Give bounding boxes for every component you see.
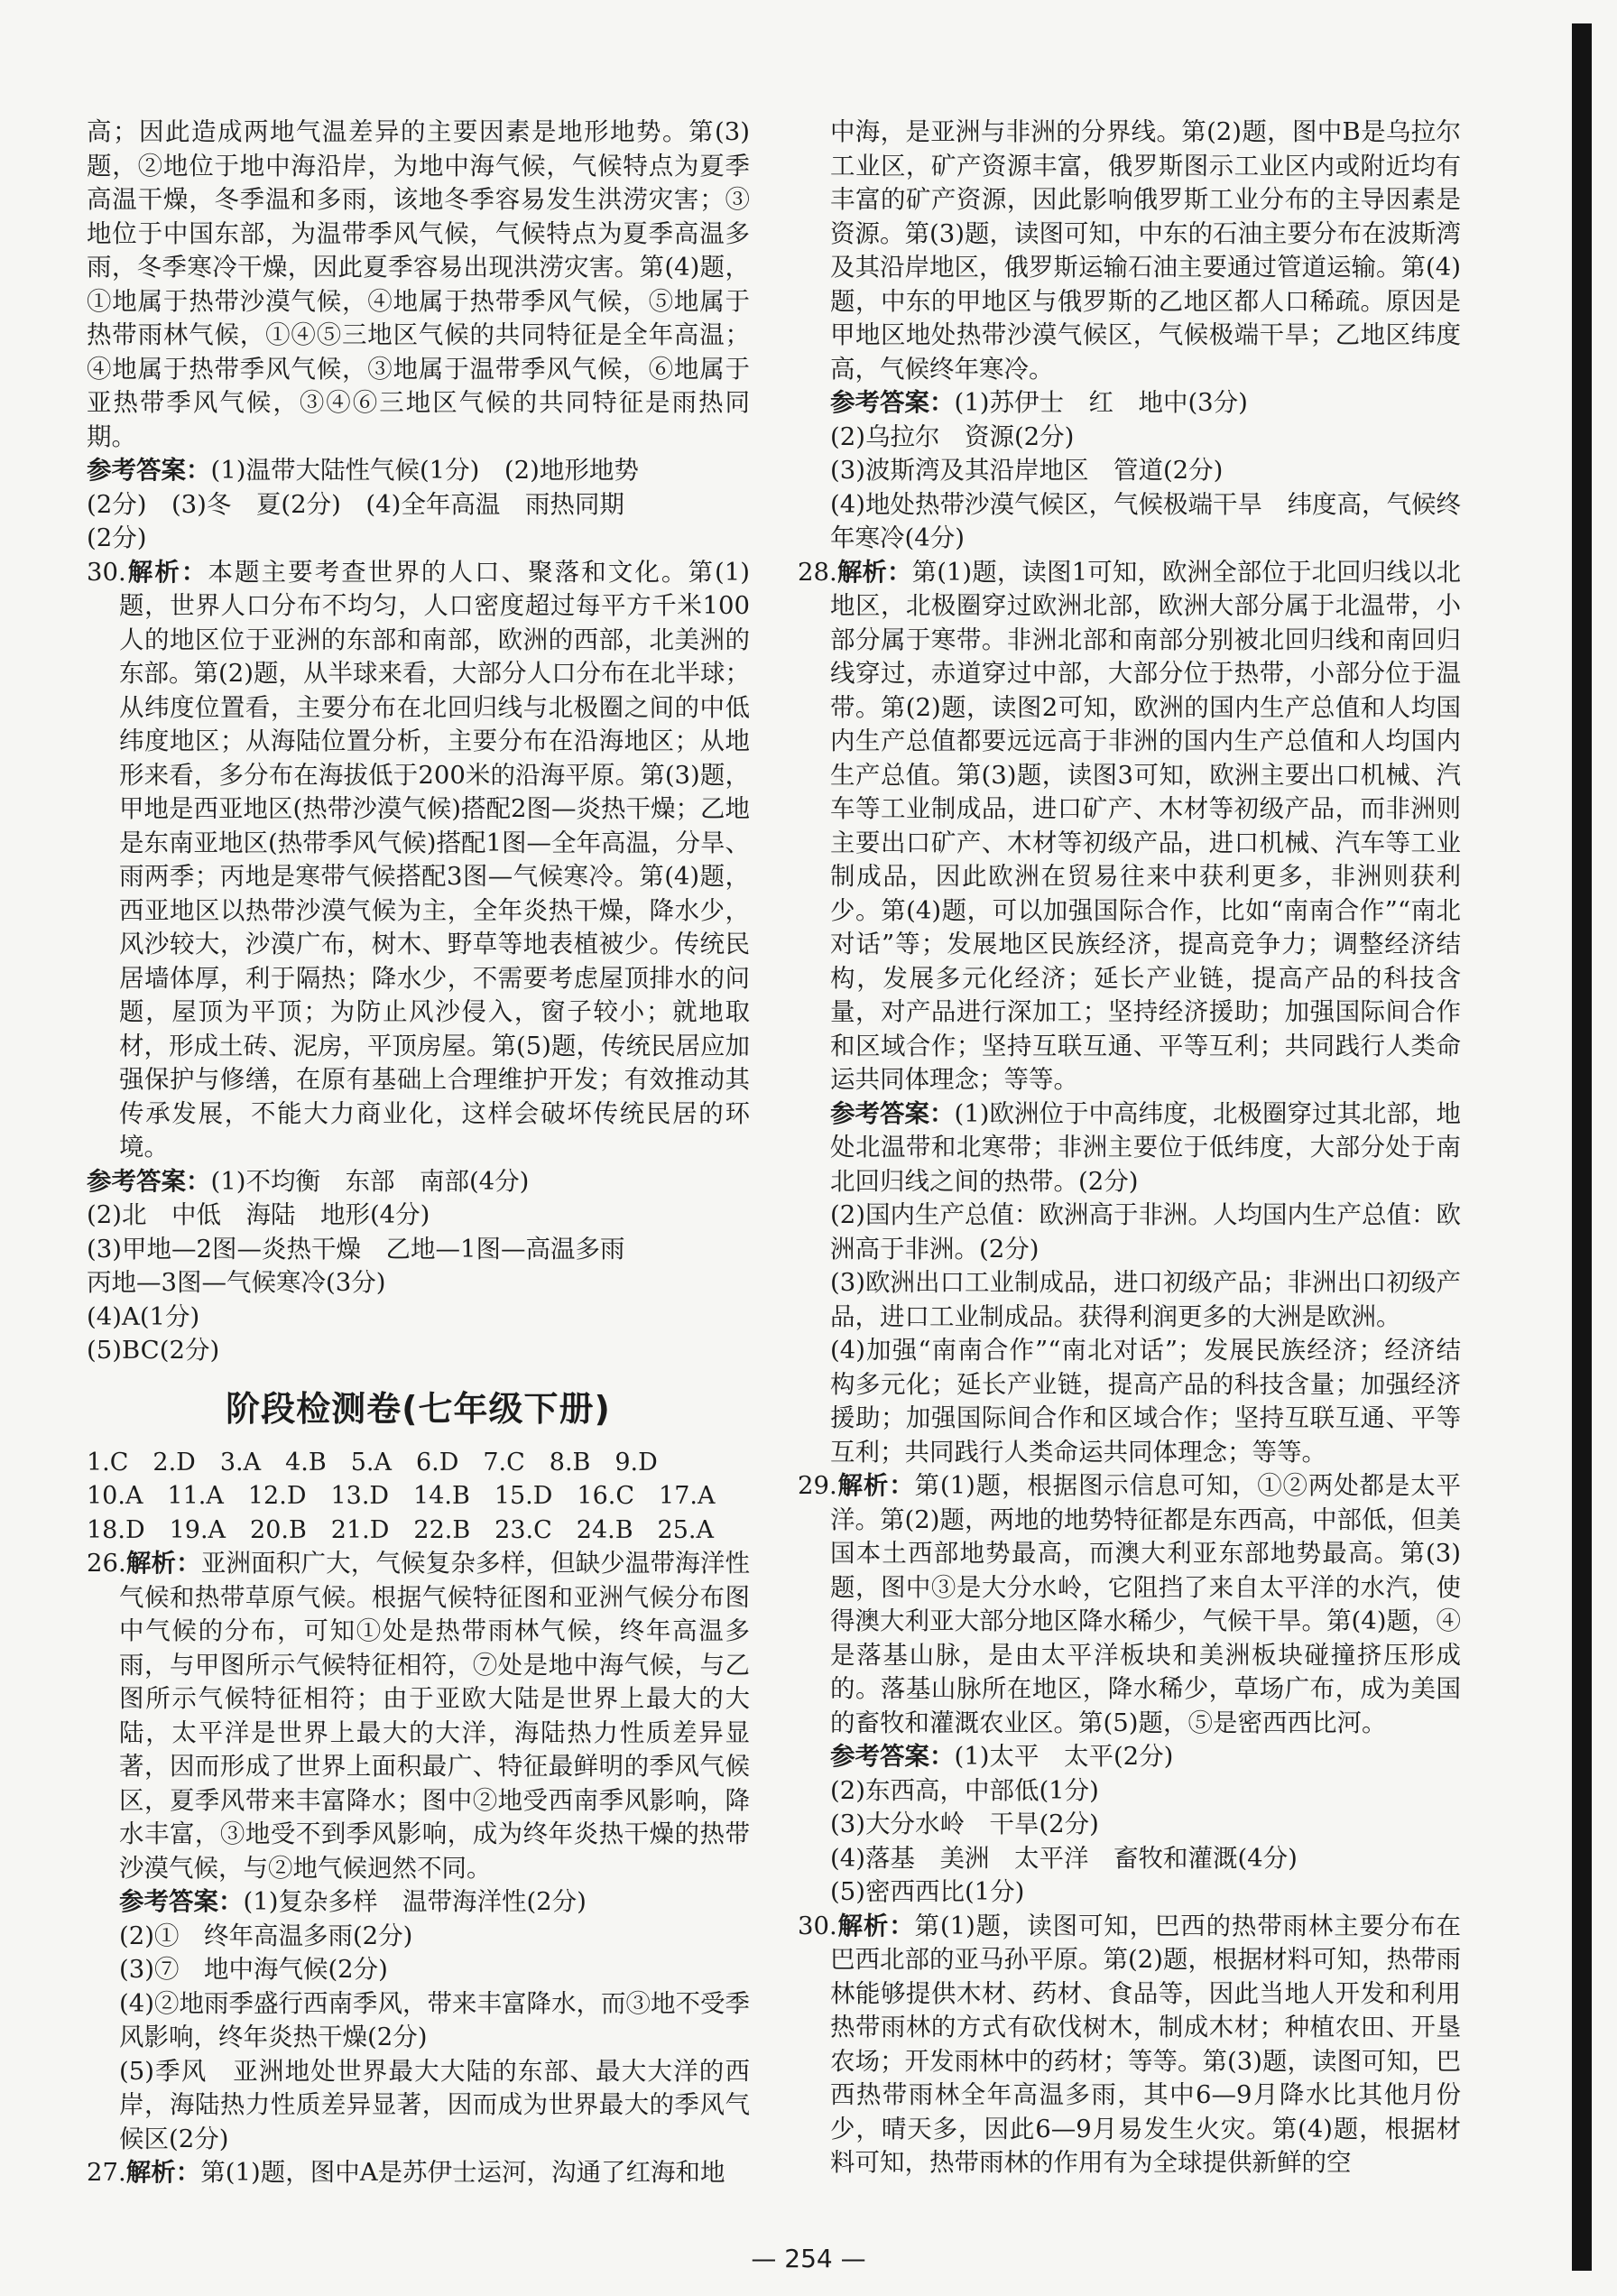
q29-answer [87, 454, 750, 556]
q28-analysis [798, 556, 1461, 1097]
q29-continuation: 高；因此造成两地气温差异的主要因素是地形地势。第(3)题，②地位于地中海沿岸，为地中海气候，气候特点为夏季高温干燥，冬季温和多雨，该地冬季容易发生洪涝灾害；③地位于中国东部，为温带季风气候，气候特点为夏季高温多雨，冬季寒冷干燥，因此夏季容易出现洪涝灾害。第(4)题，①地属于热带沙漠气候，④地属于热带季风气候，⑤地属于热带雨林气候，①④⑤三地区气候的共同特征是全年高温；④地属于热带季风气候，③地属于温带季风气候，⑥地属于亚热带季风气候，③④⑥三地区气候的共同特征是雨热同期。 [87, 117, 750, 451]
answer-line: (4)②地雨季盛行西南季风，带来丰富降水，而③地不受季风影响，终年炎热干燥(2分) [119, 1988, 750, 2051]
answer-line: 丙地—3图—气候寒冷(3分) [87, 1268, 386, 1297]
q27-analysis [87, 2156, 750, 2190]
analysis-text: 第(1)题，根据图示信息可知，①②两处都是太平洋。第(2)题，两地的地势特征都是东西高，中部低，但美国本土西部地势最高，而澳大利亚东部地势最高。第(3)题，图中③是大分水岭，它阻挡了来自太平洋的水汽，使得澳大利亚大部分地区降水稀少，气候干旱。第(4)题，④是落基山脉，是由太平洋板块和美洲板块碰撞挤压形成的。落基山脉所在地区，降水稀少，草场广布，成为美国的畜牧和灌溉农业区。第(5)题，⑤是密西西比河。 [830, 1471, 1462, 1737]
analysis-label: 解析： [125, 1549, 201, 1578]
answer-line: (1)复杂多样 温带海洋性(2分) [243, 1887, 587, 1916]
multiple-choice-answers [87, 1446, 750, 1548]
question-number: 30. [798, 1911, 837, 1940]
answer-line: (5)季风 亚洲地处世界最大大陆的东部、最大大洋的西岸，海陆热力性质差异显著，因而成为世界最大的季风气候区(2分) [119, 2056, 750, 2153]
answer-label: 参考答案： [830, 1098, 955, 1128]
answer-label: 参考答案： [87, 456, 211, 485]
answer-line: (2分) [87, 523, 147, 552]
answer-line: (3)波斯湾及其沿岸地区 管道(2分) [830, 456, 1224, 485]
answer-line: (2)① 终年高温多雨(2分) [119, 1921, 413, 1950]
answer-label: 参考答案： [830, 1742, 955, 1771]
mc-row: 1.C 2.D 3.A 4.B 5.A 6.D 7.C 8.B 9.D [87, 1448, 658, 1477]
analysis-label: 解析： [125, 2158, 201, 2187]
analysis-text: 第(1)题，读图1可知，欧洲全部位于北回归线以北地区，北极圈穿过欧洲北部，欧洲大部分属于北温带，小部分属于寒带。非洲北部和南部分别被北回归线和南回归线穿过，赤道穿过中部，大部分位于热带，小部分位于温带。第(2)题，读图2可知，欧洲的国内生产总值和人均国内生产总值都要远远高于非洲的国内生产总值和人均国内生产总值。第(3)题，读图3可知，欧洲主要出口机械、汽车等工业制成品，进口矿产、木材等初级产品，而非洲则主要出口矿产、木材等初级产品，进口机械、汽车等工业制成品，因此欧洲在贸易往来中获利更多，非洲则获利少。第(4)题，可以加强国际合作，比如“南南合作”“南北对话”等；发展地区民族经济，提高竞争力；调整经济结构，发展多元化经济；延长产业链，提高产品的科技含量，对产品进行深加工；坚持经济援助；加强国际间合作和区域合作；坚持互联互通、平等互利；共同践行人类命运共同体理念；等等。 [830, 557, 1462, 1094]
answer-line: (3)⑦ 地中海气候(2分) [119, 1955, 388, 1984]
section-heading: 阶段检测卷(七年级下册) [226, 1388, 611, 1429]
answer-line: (1)不均衡 东部 南部(4分) [210, 1166, 530, 1196]
scan-edge-bar [1572, 23, 1592, 2271]
page-number: — 254 — [751, 2244, 866, 2273]
q27-answer [798, 386, 1461, 556]
q29-analysis [798, 1469, 1461, 1740]
answer-line: (2分) (3)冬 夏(2分) (4)全年高温 雨热同期 [87, 489, 624, 519]
answer-line: (1)温带大陆性气候(1分) (2)地形地势 [210, 456, 639, 485]
q30-analysis-right [798, 1910, 1461, 2180]
answer-line: (2)东西高，中部低(1分) [830, 1775, 1099, 1805]
answer-line: (4)地处热带沙漠气候区，气候极端干旱 纬度高，气候终年寒冷(4分) [830, 489, 1461, 552]
right-column [798, 116, 1461, 2180]
answer-line: (3)甲地—2图—炎热干燥 乙地—1图—高温多雨 [87, 1234, 625, 1264]
answer-label: 参考答案： [119, 1887, 244, 1916]
answer-line: (2)北 中低 海陆 地形(4分) [87, 1200, 430, 1229]
answer-line: (4)A(1分) [87, 1301, 200, 1331]
left-column [87, 116, 750, 2190]
analysis-label: 解析： [125, 557, 208, 587]
q26-analysis [87, 1547, 750, 1885]
answer-line: (1)欧洲位于中高纬度，北极圈穿过其北部，地处北温带和北寒带；非洲主要位于低纬度，大部分处于南北回归线之间的热带。(2分) [830, 1098, 1462, 1196]
answer-line: (1)太平 太平(2分) [954, 1742, 1174, 1771]
answer-line: (5)密西西比(1分) [830, 1877, 1025, 1906]
answer-line: (4)落基 美洲 太平洋 畜牧和灌溉(4分) [830, 1843, 1298, 1873]
analysis-label: 解析： [836, 1471, 915, 1500]
answer-line: (4)加强“南南合作”“南北对话”；发展民族经济；经济结构多元化；延长产业链，提高产品的科技含量；加强经济援助；加强国际间合作和区域合作；坚持互联互通、平等互利；共同践行人类命运共同体理念；等等。 [830, 1336, 1461, 1467]
q30-answer [87, 1165, 750, 1368]
answer-label: 参考答案： [87, 1166, 211, 1196]
answer-line: (5)BC(2分) [87, 1336, 220, 1365]
question-number: 30. [87, 557, 126, 587]
answer-line: (2)乌拉尔 资源(2分) [830, 421, 1075, 451]
answer-line: (3)大分水岭 干旱(2分) [830, 1810, 1099, 1838]
mc-row: 18.D 19.A 20.B 21.D 22.B 23.C 24.B 25.A [87, 1515, 714, 1544]
analysis-text: 第(1)题，读图可知，巴西的热带雨林主要分布在巴西北部的亚马孙平原。第(2)题，根据材料可知，热带雨林能够提供木材、药材、食品等，因此当地人开发和利用热带雨林的方式有砍伐树木，制成木材；种植农田、开垦农场；开发雨林中的药材；等等。第(3)题，读图可知，巴西热带雨林全年高温多雨，其中6—9月降水比其他月份少，晴天多，因此6—9月易发生火灾。第(4)题，根据材料可知，热带雨林的作用有为全球提供新鲜的空 [830, 1911, 1462, 2177]
question-number: 27. [87, 2158, 126, 2187]
q30-analysis [87, 556, 750, 1165]
q29-answer-right [798, 1740, 1461, 1910]
answer-line: (1)苏伊士 红 地中(3分) [954, 388, 1248, 417]
question-number: 29. [798, 1471, 837, 1500]
question-number: 26. [87, 1549, 126, 1578]
mc-row: 10.A 11.A 12.D 13.D 14.B 15.D 16.C 17.A [87, 1482, 716, 1510]
question-number: 28. [798, 557, 837, 587]
analysis-label: 解析： [836, 557, 912, 587]
answer-line: (3)欧洲出口工业制成品，进口初级产品；非洲出口初级产品，进口工业制成品。获得利润更多的大洲是欧洲。 [830, 1268, 1461, 1331]
analysis-text: 本题主要考查世界的人口、聚落和文化。第(1)题，世界人口分布不均匀，人口密度超过每平方千米100人的地区位于亚洲的东部和南部，欧洲的西部，北美洲的东部。第(2)题，从半球来看，大部分人口分布在北半球；从纬度位置看，主要分布在北回归线与北极圈之间的中低纬度地区；从海陆位置分析，主要分布在沿海地区；从地形来看，多分布在海拔低于200米的沿海平原。第(3)题，甲地是西亚地区(热带沙漠气候)搭配2图—炎热干燥；乙地是东南亚地区(热带季风气候)搭配1图—全年高温，分旱、雨两季；丙地是寒带气候搭配3图—气候寒冷。第(4)题，西亚地区以热带沙漠气候为主，全年炎热干燥，降水少，风沙较大，沙漠广布，树木、野草等地表植被少。传统民居墙体厚，利于隔热；降水少，不需要考虑屋顶排水的问题，屋顶为平顶；为防止风沙侵入，窗子较小；就地取材，形成土砖、泥房，平顶房屋。第(5)题，传统民居应加强保护与修缮，在原有基础上合理维护开发；有效推动其传承发展，不能大力商业化，这样会破坏传统民居的环境。 [119, 557, 751, 1162]
analysis-text: 亚洲面积广大，气候复杂多样，但缺少温带海洋性气候和热带草原气候。根据气候特征图和亚洲气候分布图中气候的分布，可知①处是热带雨林气候，终年高温多雨，与甲图所示气候特征相符，⑦处是地中海气候，与乙图所示气候特征相符；由于亚欧大陆是世界上最大的大陆，太平洋是世界上最大的大洋，海陆热力性质差异显著，因而形成了世界上面积最广、特征最鲜明的季风气候区，夏季风带来丰富降水；图中②地受西南季风影响，降水丰富，③地受不到季风影响，成为终年炎热干燥的热带沙漠气候，与②地气候迥然不同。 [119, 1549, 751, 1883]
q26-answer [87, 1885, 750, 2156]
analysis-label: 解析： [836, 1911, 915, 1940]
q27-continuation: 中海，是亚洲与非洲的分界线。第(2)题，图中B是乌拉尔工业区，矿产资源丰富，俄罗斯图示工业区内或附近均有丰富的矿产资源，因此影响俄罗斯工业分布的主导因素是资源。第(3)题，读图可知，中东的石油主要分布在波斯湾及其沿岸地区，俄罗斯运输石油主要通过管道运输。第(4)题，中东的甲地区与俄罗斯的乙地区都人口稀疏。原因是甲地区地处热带沙漠气候区，气候极端干旱；乙地区纬度高，气候终年寒冷。 [830, 117, 1461, 384]
analysis-text: 第(1)题，图中A是苏伊士运河，沟通了红海和地 [200, 2158, 725, 2187]
q28-answer [798, 1097, 1461, 1470]
answer-line: (2)国内生产总值：欧洲高于非洲。人均国内生产总值：欧洲高于非洲。(2分) [830, 1200, 1461, 1264]
answer-label: 参考答案： [830, 388, 955, 417]
